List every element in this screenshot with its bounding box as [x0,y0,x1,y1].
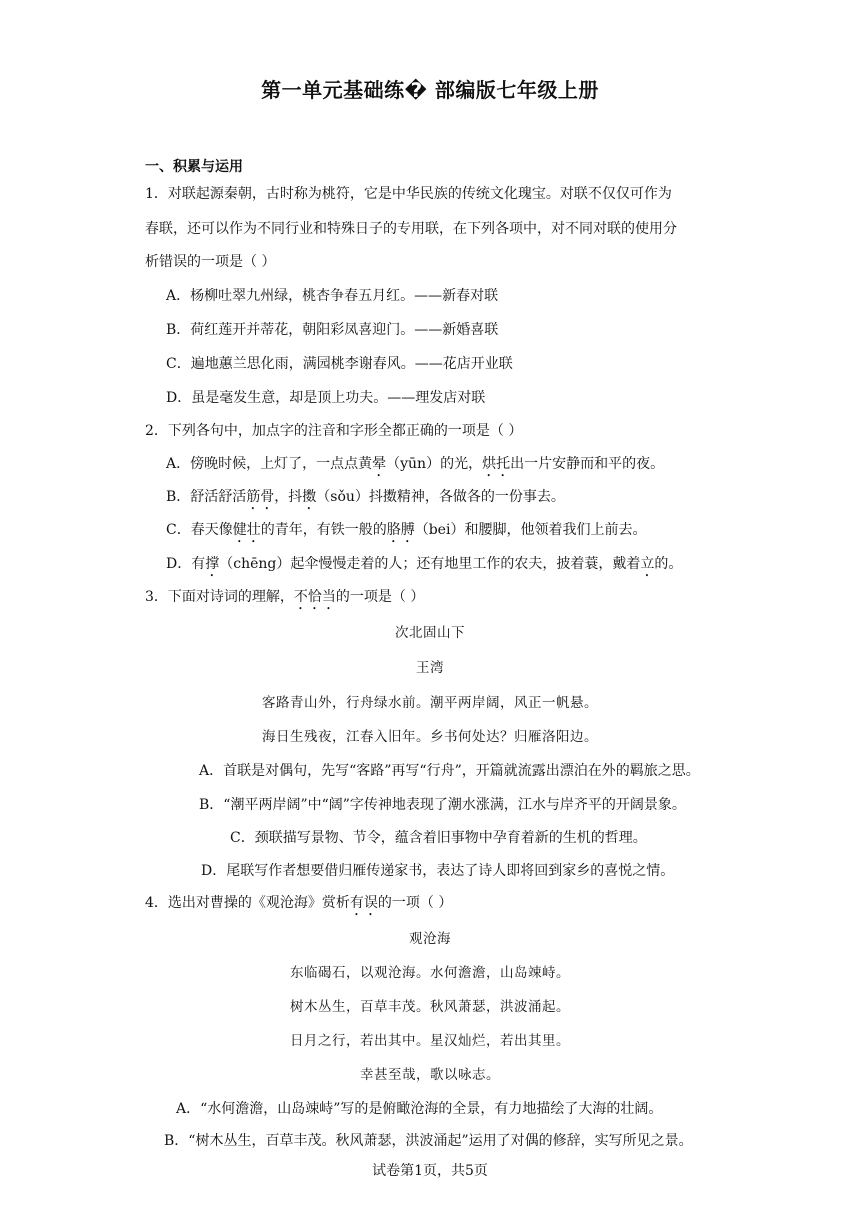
question-1-option-c: C．遍地蕙兰思化雨，满园桃李谢春风。——花店开业联 [166,356,513,372]
question-2-option-c [166,519,646,546]
dotted-char: 晕 [372,456,387,472]
question-4-option-b: B．“树木丛生，百草丰茂。秋风萧瑟，洪波涌起”运用了对偶的修辞，实写所见之景。 [164,1133,693,1149]
poem-line: 海日生残夜，江春入旧年。乡书何处达？归雁洛阳边。 [262,729,598,745]
question-3-option-c: C．颈联描写景物、节令，蕴含着旧事物中孕育着新的生机的哲理。 [230,830,647,846]
option-text: B．舒活舒活 [166,489,247,505]
question-4-stem [145,892,452,919]
stem-text: 4．选出对曹操的《观沧海》赏析 [145,895,350,911]
option-text: 出一片安静而和平的夜。 [510,456,665,472]
section-heading: 一、积累与运用 [145,159,243,175]
stem-text: 3．下面对诗词的理解， [145,589,294,605]
poem-line: 日月之行，若出其中。星汉灿烂，若出其里。 [290,1033,570,1049]
question-1-stem-line1: 1．对联起源秦朝，古时称为桃符，它是中华民族的传统文化瑰宝。对联不仅仅可作为 [145,186,672,202]
question-1-option-b: B．荷红莲开并蒂花，朝阳彩凤喜迎门。——新婚喜联 [166,322,499,338]
option-text: ，抖 [274,489,303,505]
poem-author: 王湾 [416,660,444,676]
question-2-option-a [166,453,664,480]
option-text: （bei）和腰脚，他领着我们上前去。 [414,522,647,538]
poem-line: 幸甚至哉，歌以咏志。 [360,1067,500,1083]
option-text: （chēng）起伞慢慢走着的人；还有地里工作的农夫，披着蓑，戴着 [219,556,641,572]
question-2-option-d [166,553,682,580]
question-3-option-d: D．尾联写作者想要借归雁传递家书，表达了诗人即将回到家乡的喜悦之情。 [201,863,675,879]
question-3-option-a: A．首联是对偶句，先写“客路”再写“行舟”，开篇就流露出漂泊在外的羁旅之思。 [199,763,700,779]
question-2-stem: 2．下列各句中，加点字的注音和字形全都正确的一项是（ ） [145,423,523,439]
question-3-option-b: B．“潮平两岸阔”中“阔”字传神地表现了潮水涨满，江水与岸齐平的开阔景象。 [199,797,686,813]
question-2-option-b [166,486,565,513]
dotted-char: 擞 [302,489,317,505]
dotted-text: 不恰当 [293,589,336,605]
question-1-option-a: A．杨柳吐翠九州绿，桃杏争春五月红。——新春对联 [166,288,499,304]
question-1-option-d: D．虽是毫发生意，却是顶上功夫。——理发店对联 [166,390,486,406]
option-text: A．傍晚时候，上灯了，一点点黄 [166,456,373,472]
poem-title: 观沧海 [409,931,451,947]
poem-title: 次北固山下 [395,625,465,641]
question-1-stem-line3: 析错误的一项是（ ） [145,254,276,270]
page-title: 第一单元基础练� 部编版七年级上册 [261,78,599,102]
poem-line: 树木丛生，百草丰茂。秋风萧瑟，洪波涌起。 [290,999,570,1015]
option-text: （sǒu）抖擞精神，各做各的一份事去。 [316,489,565,505]
option-text: （yūn）的光， [386,456,483,472]
dotted-char: 胳膊 [386,522,415,538]
question-1-stem-line2: 春联，还可以作为不同行业和特殊日子的专用联，在下列各项中，对不同对联的使用分 [145,221,677,237]
poem-line: 东临碣石，以观沧海。水何澹澹，山岛竦峙。 [290,965,570,981]
stem-text: 的一项是（ ） [335,589,425,605]
dotted-char: 烘托 [482,456,511,472]
question-3-stem [145,586,424,613]
option-text: 的青年，有铁一般的 [260,522,387,538]
dotted-char: 健壮 [232,522,261,538]
stem-text: 的一项（ ） [377,895,453,911]
option-text: C．春天像 [166,522,233,538]
page-footer: 试卷第1页，共5页 [372,1163,488,1179]
option-text: D．有 [166,556,206,572]
poem-line: 客路青山外，行舟绿水前。潮平两岸阔，风正一帆悬。 [262,695,598,711]
dotted-text: 有误 [349,895,378,911]
dotted-char: 筋骨 [246,489,275,505]
option-text: 的。 [654,556,683,572]
dotted-char: 立 [640,556,655,572]
question-4-option-a: A．“水何澹澹，山岛竦峙”写的是俯瞰沧海的全景，有力地描绘了大海的壮阔。 [176,1101,663,1117]
dotted-char: 撑 [205,556,220,572]
